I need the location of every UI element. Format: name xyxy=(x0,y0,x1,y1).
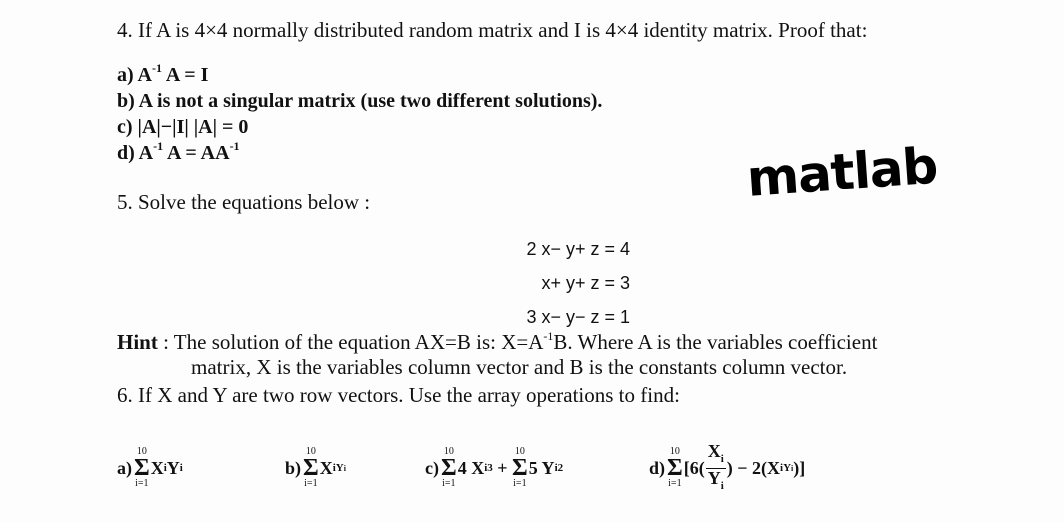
part-d: d) $A^{-1}$ $A = AA^{-1}$ xyxy=(117,139,240,164)
sum-symbol: 10 Σ i=1 xyxy=(134,446,150,489)
part-a: a) $A^{-1}$ A = I xyxy=(117,61,209,86)
part-b: b) A is not a singular matrix (use two different solutions). xyxy=(117,90,603,112)
equation-system xyxy=(470,232,660,334)
hint-paragraph xyxy=(117,330,997,380)
matlab-annotation: matlab xyxy=(745,136,940,208)
formula-b: b) 10 Σ i=1 X i Yi xyxy=(285,446,346,489)
sum-symbol: 10 Σ i=1 xyxy=(303,446,319,489)
equation-2: x+ y+ z = 3 xyxy=(541,273,630,293)
equation-1: 2 x− y+ z = 4 xyxy=(526,239,630,259)
formula-d: d) 10 Σ i=1 [6( $\frac{X_i}{Y_i}$ ) − 2(X i Yi )] xyxy=(649,438,805,498)
part-c: c) |A|−|I| |A| = 0 xyxy=(117,116,249,138)
formula-a: a) 10 Σ i=1 X i Y i xyxy=(117,446,183,489)
sum-symbol: 10 Σ i=1 xyxy=(512,446,528,489)
hint-text-1b: B. Where A is the variables coefficient xyxy=(553,330,878,354)
question-5-title: 5. Solve the equations below : xyxy=(117,190,371,214)
equation-3: 3 x− y− z = 1 xyxy=(526,307,630,327)
hint-text-2: matrix, X is the variables column vector and B is the constants column vector. xyxy=(191,355,848,379)
question-6-title: 6. If X and Y are two row vectors. Use the array operations to find: xyxy=(117,383,680,407)
hint-label: Hint xyxy=(117,330,158,354)
sum-symbol: 10 Σ i=1 xyxy=(667,446,683,489)
question-4-title: 4. If A is 4×4 normally distributed random matrix and I is 4×4 identity matrix. Proof that: xyxy=(117,18,868,42)
fraction: $\frac{X_i}{Y_i}$ xyxy=(707,440,724,492)
hint-inverse-sup: -1 xyxy=(543,329,554,343)
sum-symbol: 10 Σ i=1 xyxy=(440,446,457,489)
formula-c: c) 10 Σ i=1 4 X i 3 + 10 Σ i=1 5 Y i 2 xyxy=(425,446,564,489)
summation-formulas xyxy=(117,438,1017,498)
hint-text-1a: : The solution of the equation AX=B is: X=A xyxy=(157,330,544,354)
question-4-parts xyxy=(117,62,602,166)
